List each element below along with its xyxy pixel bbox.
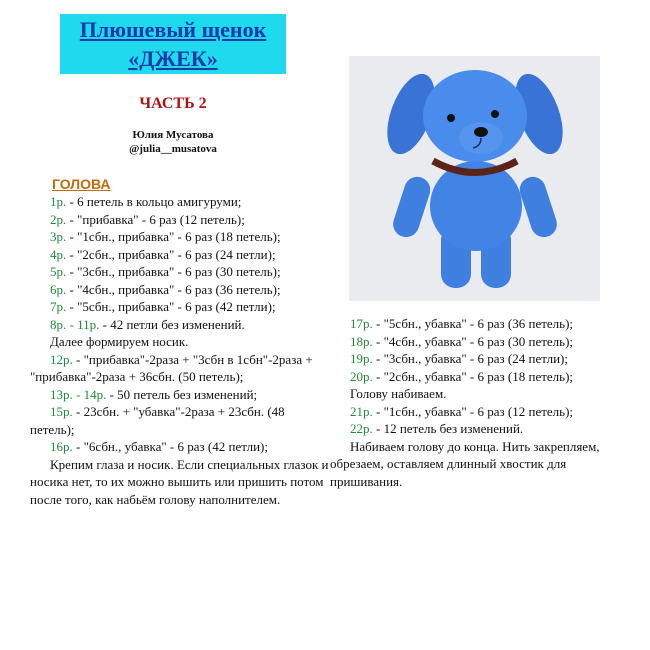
row-text: - "3сбн., прибавка" - 6 раз (30 петель);: [66, 264, 281, 279]
instructions-right: [330, 315, 630, 490]
instruction-row: [30, 298, 330, 316]
instruction-row: [330, 385, 630, 403]
row-text: Крепим глаза и носик. Если специальных глазок и носика нет, то их можно вышить или пришить потом после того, как набьём голову наполнителем.: [30, 456, 329, 507]
row-number: 20р.: [350, 368, 373, 384]
row-text: - "3сбн., убавка" - 6 раз (24 петли);: [372, 351, 568, 366]
row-text: - "5сбн., убавка" - 6 раз (36 петель);: [372, 316, 574, 331]
row-text: - "1сбн., прибавка" - 6 раз (18 петель);: [66, 229, 281, 244]
row-number: 22р.: [350, 421, 373, 436]
title-line-1: Плюшевый щенок: [79, 17, 267, 42]
row-text: - "4сбн., прибавка" - 6 раз (36 петель);: [66, 281, 281, 297]
row-text: - "5сбн., прибавка" - 6 раз (42 петли);: [66, 299, 276, 314]
instruction-row: [30, 333, 330, 351]
row-text: Голову набиваем.: [350, 386, 447, 401]
row-text: - 23сбн. + "убавка"-2раза + 23сбн. (48 петель);: [30, 404, 285, 437]
row-text: Далее формируем носик.: [50, 334, 189, 349]
row-number: 8р. - 11р.: [50, 316, 100, 332]
instruction-row: [330, 315, 630, 333]
instruction-row: [30, 438, 330, 456]
puppy-photo: [349, 56, 600, 301]
row-number: 16р.: [50, 439, 73, 454]
section-title: ГОЛОВА: [52, 176, 111, 192]
instruction-row: [330, 333, 630, 351]
instruction-row: [30, 263, 330, 281]
author-name: Юлия Мусатова: [132, 129, 214, 141]
author-handle: @julia__musatova: [129, 143, 217, 155]
part-heading: ЧАСТЬ 2: [139, 95, 207, 112]
row-number: 6р.: [50, 281, 67, 297]
instruction-row: [30, 351, 330, 386]
instruction-row: [330, 438, 630, 491]
row-number: 7р.: [50, 299, 67, 314]
row-number: 18р.: [350, 333, 373, 349]
row-text: - "2сбн., убавка" - 6 раз (18 петель);: [372, 368, 574, 384]
instruction-row: [30, 193, 330, 211]
row-text: Набиваем голову до конца. Нить закрепляем, обрезаем, оставляем длинный хвостик для пришивания.: [330, 438, 600, 489]
instruction-row: [330, 350, 630, 368]
instruction-row: [30, 228, 330, 246]
row-number: 12р.: [50, 351, 73, 367]
instruction-row: [30, 403, 330, 438]
row-number: 4р.: [50, 246, 67, 262]
row-number: 15р.: [50, 404, 73, 419]
row-number: 5р.: [50, 264, 67, 279]
row-text: - "2сбн., прибавка" - 6 раз (24 петли);: [66, 246, 276, 262]
instruction-row: [30, 246, 330, 264]
instruction-row: [30, 281, 330, 299]
instruction-row: [30, 456, 330, 509]
instruction-row: [330, 420, 630, 438]
row-text: - "4сбн., убавка" - 6 раз (30 петель);: [372, 333, 574, 349]
title-line-2: «ДЖЕК»: [128, 46, 218, 71]
row-text: - "прибавка" - 6 раз (12 петель);: [66, 211, 245, 227]
row-number: 17р.: [350, 316, 373, 331]
row-text: - 50 петель без изменений;: [106, 386, 258, 402]
title-banner: [60, 14, 286, 74]
row-text: - "прибавка"-2раза + "3сбн в 1сбн"-2раза + "прибавка"-2раза + 36сбн. (50 петель);: [30, 351, 313, 384]
row-number: 19р.: [350, 351, 373, 366]
row-number: 13р. - 14р.: [50, 386, 107, 402]
row-number: 21р.: [350, 403, 373, 419]
instruction-row: [330, 403, 630, 421]
row-number: 3р.: [50, 229, 67, 244]
row-number: 1р.: [50, 194, 67, 209]
instruction-row: [30, 316, 330, 334]
author-block: [60, 128, 286, 156]
row-text: - 12 петель без изменений.: [372, 421, 524, 436]
plush-puppy-icon: [349, 56, 600, 301]
instruction-row: [330, 368, 630, 386]
row-text: - 6 петель в кольцо амигуруми;: [66, 194, 242, 209]
instructions-left: [30, 193, 330, 508]
row-text: - 42 петли без изменений.: [99, 316, 245, 332]
row-number: 2р.: [50, 211, 67, 227]
row-text: - "6сбн., убавка" - 6 раз (42 петли);: [72, 439, 268, 454]
instruction-row: [30, 211, 330, 229]
instruction-row: [30, 386, 330, 404]
row-text: - "1сбн., убавка" - 6 раз (12 петель);: [372, 403, 574, 419]
